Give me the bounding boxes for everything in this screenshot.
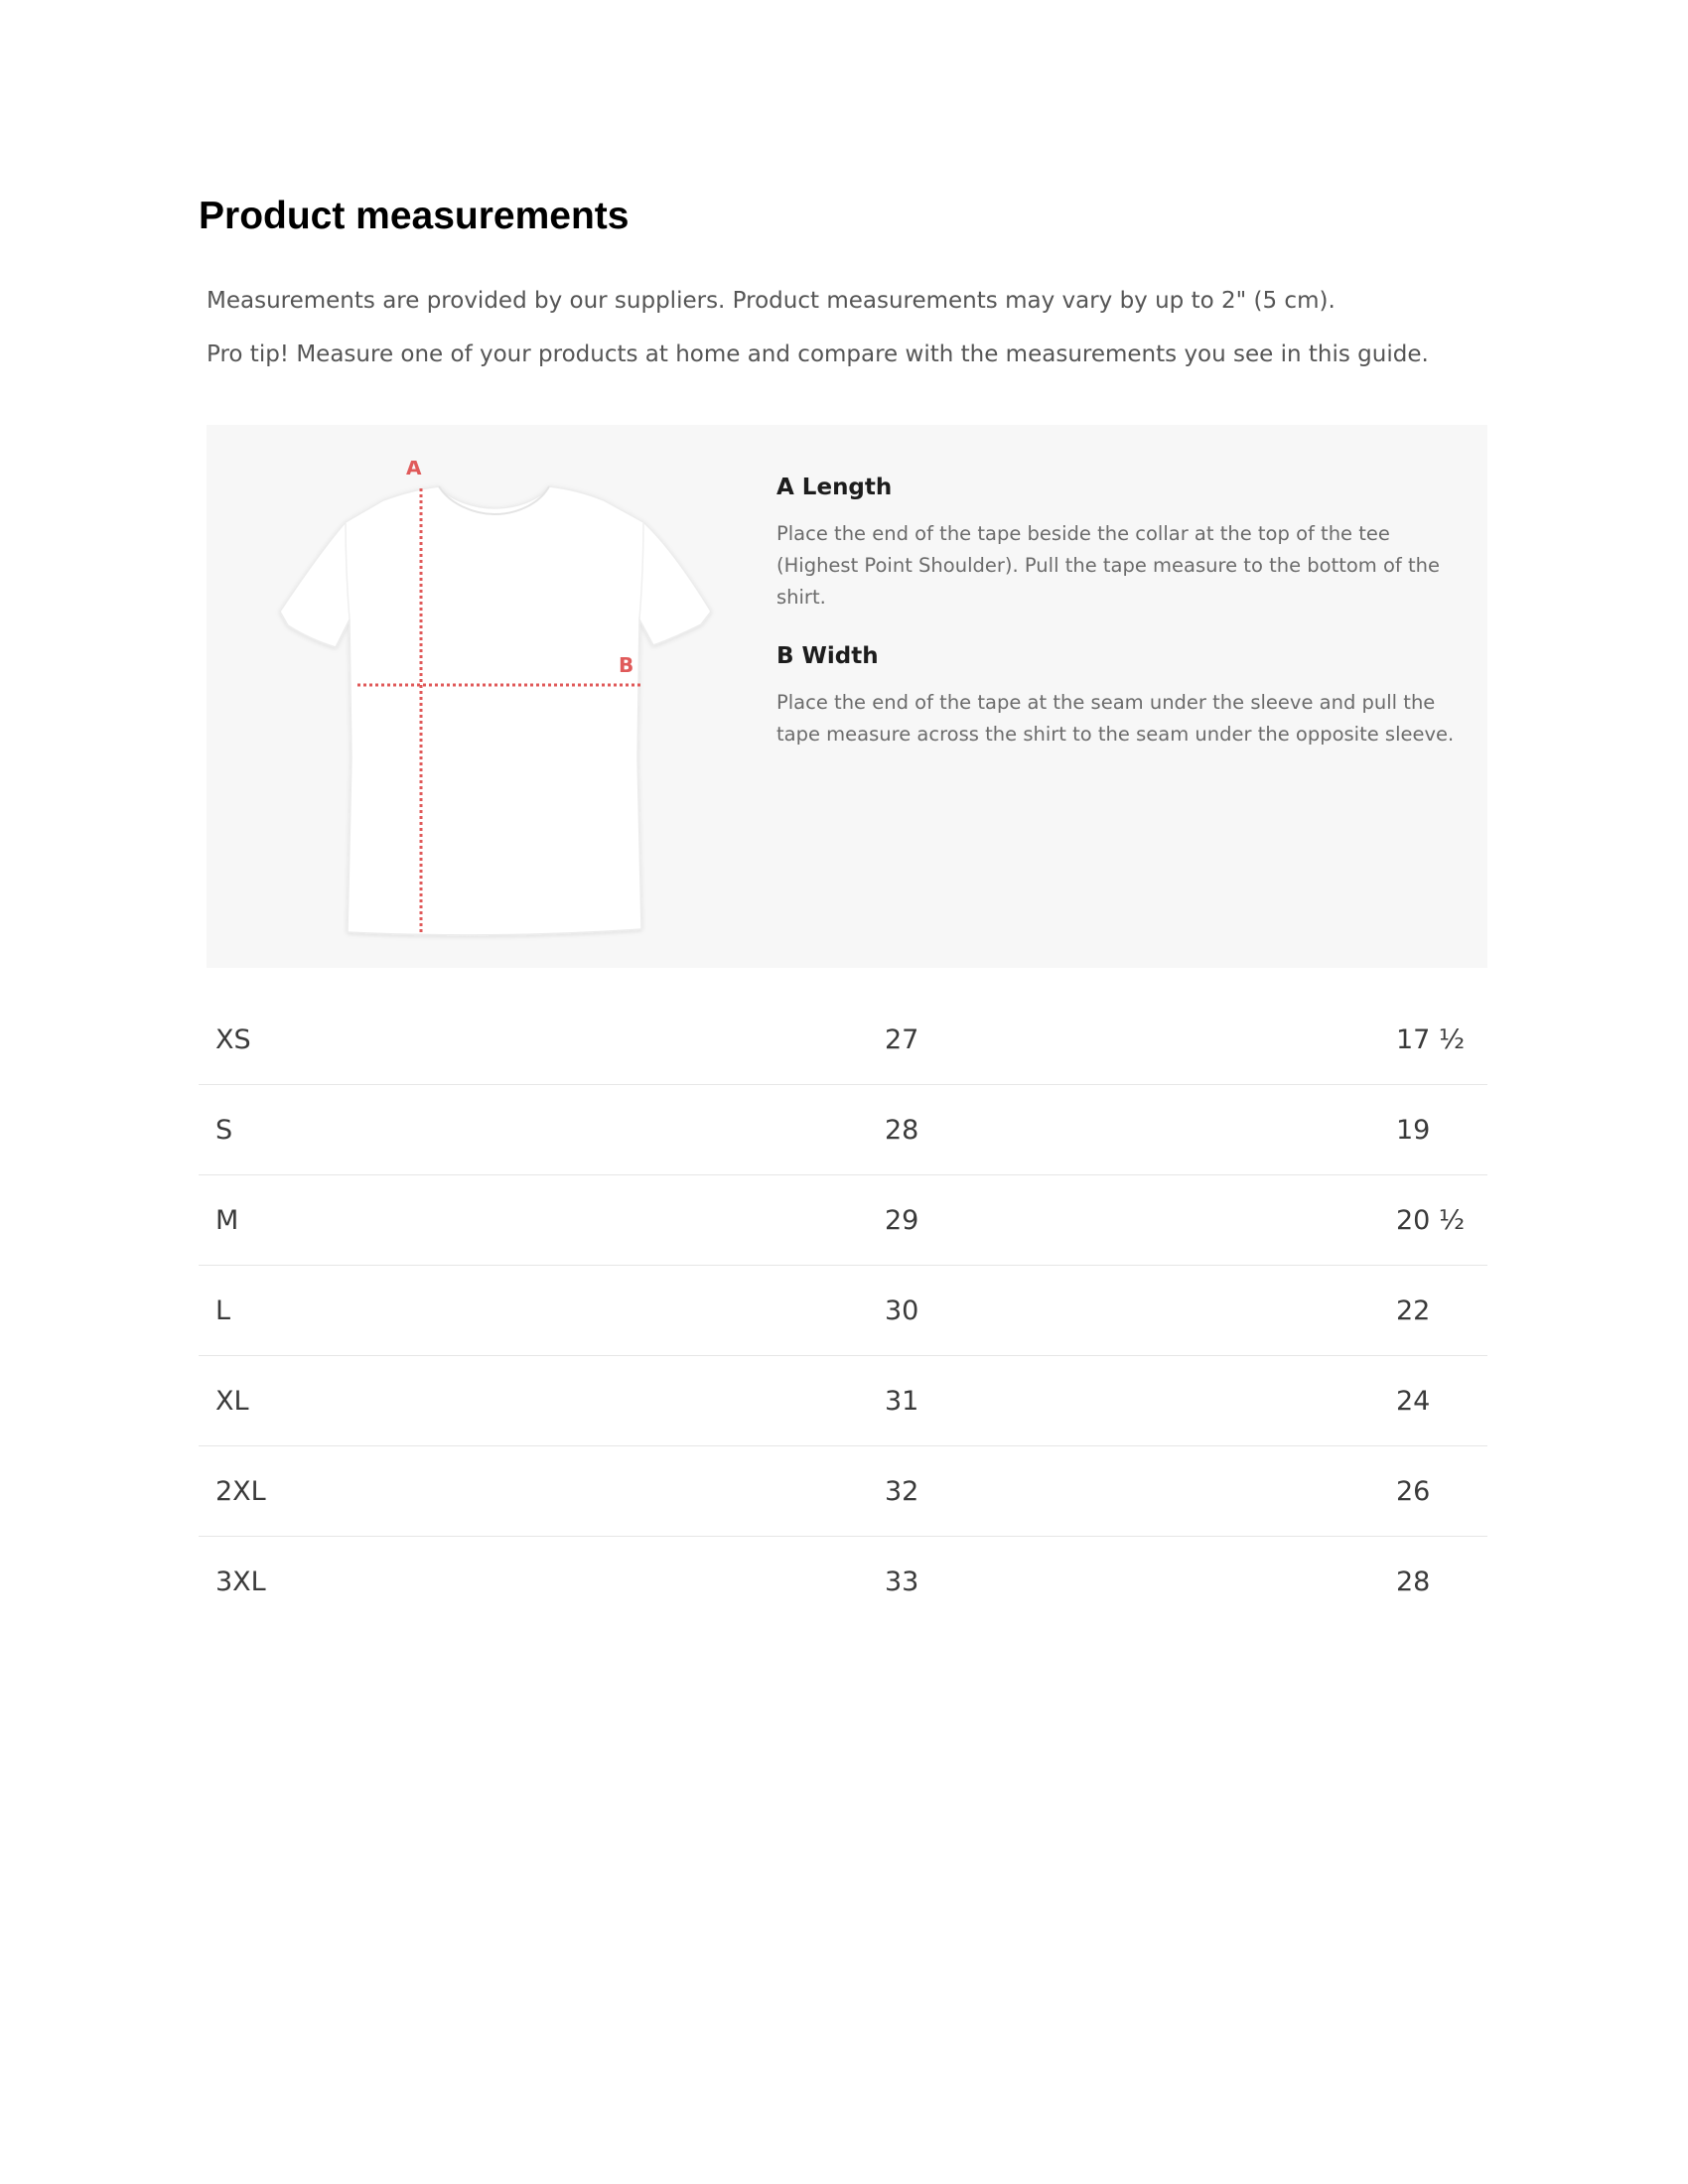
width-cell: 28 (1396, 1566, 1431, 1597)
length-cell: 32 (885, 1475, 919, 1507)
table-row (199, 1356, 1487, 1446)
size-cell: 2XL (215, 1475, 266, 1507)
label-b: B (619, 653, 634, 677)
length-description: Place the end of the tape beside the collar at the top of the tee (Highest Point Shoulder). Pull the tape measure to the bottom of the shirt. (776, 522, 1440, 609)
size-cell: XL (215, 1385, 249, 1417)
table-row (199, 1085, 1487, 1175)
width-cell: 26 (1396, 1475, 1431, 1507)
width-cell: 20 ½ (1396, 1204, 1466, 1236)
size-cell: L (215, 1295, 231, 1326)
table-row (199, 1537, 1487, 1627)
pro-tip: Pro tip! Measure one of your products at home and compare with the measurements you see in this guide. (207, 341, 1429, 367)
tshirt-diagram (246, 461, 743, 957)
table-row (199, 995, 1487, 1085)
width-cell: 24 (1396, 1385, 1431, 1417)
measurement-guide-panel (207, 425, 1487, 968)
size-chart-table (199, 995, 1487, 1626)
width-description: Place the end of the tape at the seam under the sleeve and pull the tape measure across the shirt to the seam under the opposite sleeve. (776, 691, 1455, 746)
length-cell: 28 (885, 1114, 919, 1146)
tshirt-illustration (246, 461, 743, 957)
size-cell: M (215, 1204, 239, 1236)
size-cell: 3XL (215, 1566, 266, 1597)
page-title: Product measurements (199, 195, 630, 237)
table-row (199, 1266, 1487, 1356)
length-cell: 33 (885, 1566, 919, 1597)
label-a: A (406, 461, 422, 479)
width-cell: 17 ½ (1396, 1024, 1466, 1055)
table-row (199, 1446, 1487, 1537)
width-cell: 22 (1396, 1295, 1431, 1326)
length-cell: 30 (885, 1295, 919, 1326)
length-cell: 29 (885, 1204, 919, 1236)
tshirt-shape (280, 486, 711, 935)
table-row (199, 1175, 1487, 1266)
width-cell: 19 (1396, 1114, 1431, 1146)
size-cell: S (215, 1114, 233, 1146)
length-heading: A Length (776, 475, 893, 500)
length-cell: 31 (885, 1385, 919, 1417)
measurement-instructions (776, 475, 1472, 751)
size-cell: XS (215, 1024, 251, 1055)
width-heading: B Width (776, 643, 879, 669)
length-cell: 27 (885, 1024, 919, 1055)
supplier-note: Measurements are provided by our suppliers. Product measurements may vary by up to 2" (5 cm). (207, 288, 1336, 314)
